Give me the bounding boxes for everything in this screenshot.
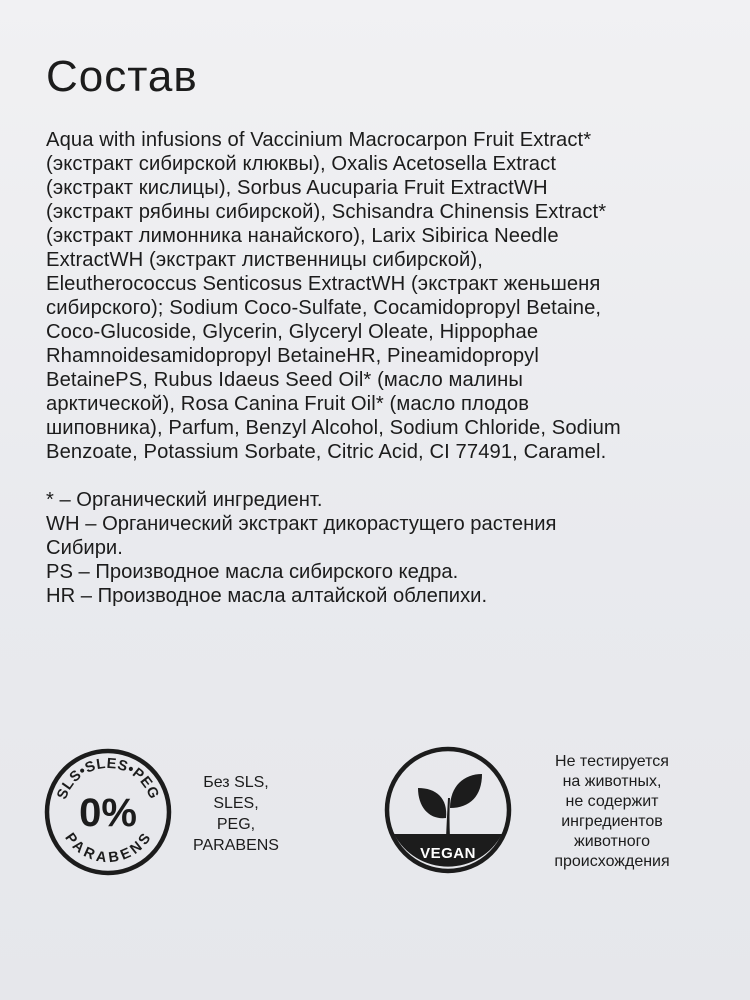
footnote-wh-cont: Сибири. [46, 537, 123, 559]
footnote-ps: PS – Производное масла сибирского кедра. [46, 561, 459, 583]
badge-ring-top-text: SLS•SLES•PEG [54, 755, 162, 802]
composition-line: Rhamnoidesamidopropyl BetaineHR, Pineamidopropyl [46, 345, 539, 367]
vegan-caption-line: происхождения [554, 853, 670, 870]
svg-text:PARABENS [62, 830, 155, 866]
free-from-caption-line: Без SLS, [203, 774, 269, 791]
composition-line: (экстракт рябины сибирской), Schisandra Chinensis Extract* [46, 201, 607, 223]
vegan-caption-line: на животных, [562, 773, 662, 790]
free-from-caption-line: PARABENS [193, 837, 279, 854]
footnotes-list [46, 488, 726, 608]
free-from-badge [44, 748, 172, 876]
free-from-caption [176, 772, 296, 856]
free-from-caption-line: PEG, [216, 816, 256, 833]
composition-line: ExtractWH (экстракт лиственницы сибирской), [46, 249, 483, 271]
page-title: Состав [46, 52, 198, 101]
leaf-sprout-icon [418, 774, 482, 838]
vegan-badge-svg [384, 746, 512, 874]
free-from-caption-line: SLES, [213, 795, 259, 812]
composition-line: (экстракт кислицы), Sorbus Aucuparia Fruit ExtractWH [46, 177, 548, 199]
vegan-badge [384, 746, 512, 874]
vegan-caption-line: не содержит [565, 793, 659, 810]
vegan-label: VEGAN [420, 845, 476, 862]
badge-percent-text: 0% [79, 791, 137, 835]
vegan-caption-line: ингредиентов [561, 813, 663, 830]
composition-line: BetainePS, Rubus Idaeus Seed Oil* (масло малины [46, 369, 523, 391]
composition-line: сибирского); Sodium Coco-Sulfate, Cocamidopropyl Betaine, [46, 297, 602, 319]
footnote-hr: HR – Производное масла алтайской облепихи. [46, 585, 488, 607]
vegan-caption-line: Не тестируется [555, 753, 669, 770]
composition-line: (экстракт лимонника нанайского), Larix Sibirica Needle [46, 225, 559, 247]
composition-line: (экстракт сибирской клюквы), Oxalis Acetosella Extract [46, 153, 557, 175]
composition-line: Benzoate, Potassium Sorbate, Citric Acid, CI 77491, Caramel. [46, 441, 607, 463]
composition-text [46, 128, 726, 464]
composition-line: арктической), Rosa Canina Fruit Oil* (масло плодов [46, 393, 530, 415]
composition-line: Aqua with infusions of Vaccinium Macrocarpon Fruit Extract* [46, 129, 592, 151]
composition-line: Coco-Glucoside, Glycerin, Glyceryl Oleate, Hippophae [46, 321, 539, 343]
footnote-wh: WH – Органический экстракт дикорастущего растения [46, 513, 557, 535]
vegan-caption [522, 752, 702, 872]
vegan-caption-line: животного [574, 833, 650, 850]
composition-line: шиповника), Parfum, Benzyl Alcohol, Sodium Chloride, Sodium [46, 417, 621, 439]
free-from-badge-icon [44, 748, 172, 876]
footnote-organic: * – Органический ингредиент. [46, 489, 323, 511]
badge-ring-bottom-text: PARABENS [61, 830, 155, 866]
composition-line: Eleutherococcus Senticosus ExtractWH (экстракт женьшеня [46, 273, 601, 295]
